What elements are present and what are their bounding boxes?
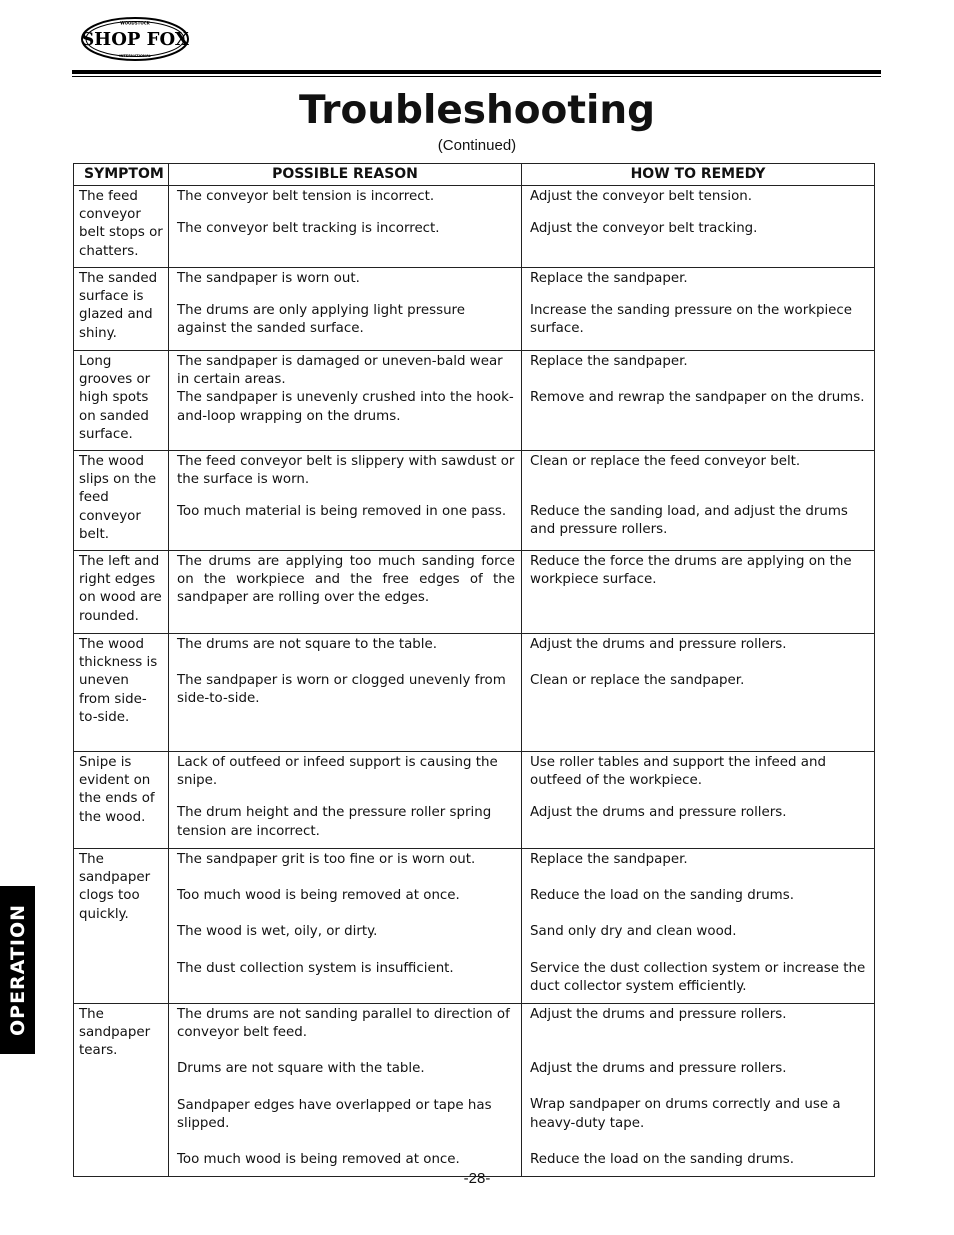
symptom-cell: The sandpaper clogs too quickly.: [74, 849, 169, 1004]
symptom-cell: The sanded surface is glazed and shiny.: [74, 268, 169, 351]
symptom-cell: The wood thickness is uneven from side-to-side.: [74, 634, 169, 752]
remedy-item: Replace the sandpaper.: [530, 271, 688, 286]
remedy-item: Reduce the load on the sanding drums.: [530, 888, 794, 904]
section-tab-label: OPERATION: [7, 904, 29, 1036]
table-row: [74, 186, 875, 268]
header-rule-thick: [72, 70, 881, 74]
remedy-item: Reduce the force the drums are applying on the workpiece surface.: [530, 554, 852, 588]
remedy-item: Service the dust collection system or increase the duct collector system efficiently.: [530, 960, 866, 994]
remedy-item: Remove and rewrap the sandpaper on the drums.: [530, 390, 865, 406]
reason-cell: [169, 351, 522, 451]
reason-item: Sandpaper edges have overlapped or tape has slipped.: [177, 1097, 492, 1131]
remedy-item: Sand only dry and clean wood.: [530, 924, 737, 940]
remedy-item: Adjust the drums and pressure rollers.: [530, 1061, 787, 1077]
reason-cell: [169, 551, 522, 634]
reason-item: Too much wood is being removed at once.: [177, 1152, 460, 1168]
reason-item: The conveyor belt tension is incorrect.: [177, 189, 435, 204]
reason-item: Too much material is being removed in one pass.: [177, 504, 507, 520]
remedy-item: Adjust the conveyor belt tracking.: [530, 221, 758, 237]
remedy-cell: [522, 634, 875, 752]
table-row: [74, 849, 875, 1004]
reason-item: The drums are applying too much sanding force on the workpiece and the free edges of the sandpaper are rolling over the edges.: [177, 554, 515, 606]
remedy-cell: [522, 268, 875, 351]
reason-item: Lack of outfeed or infeed support is causing the snipe.: [177, 755, 498, 789]
reason-cell: [169, 268, 522, 351]
reason-cell: [169, 451, 522, 551]
remedy-item: Reduce the sanding load, and adjust the drums and pressure rollers.: [530, 504, 848, 538]
reason-item: The wood is wet, oily, or dirty.: [177, 924, 378, 940]
reason-cell: [169, 849, 522, 1004]
remedy-item: Replace the sandpaper.: [530, 852, 688, 868]
reason-item: The drums are not sanding parallel to direction of conveyor belt feed.: [177, 1007, 510, 1041]
table-row: [74, 551, 875, 634]
reason-item: The drums are only applying light pressure against the sanded surface.: [177, 303, 466, 337]
reason-item: The sandpaper is worn out.: [177, 271, 360, 286]
table-row: [74, 351, 875, 451]
symptom-cell: The wood slips on the feed conveyor belt.: [74, 451, 169, 551]
reason-item: The feed conveyor belt is slippery with sawdust or the surface is worn.: [177, 454, 515, 488]
header-how-to-remedy: HOW TO REMEDY: [522, 164, 875, 186]
remedy-cell: [522, 186, 875, 268]
page-title: Troubleshooting: [298, 88, 656, 133]
logo-bottom-text: INTERNATIONAL: [119, 54, 151, 58]
reason-item: The sandpaper is unevenly crushed into the hook-and-loop wrapping on the drums.: [177, 390, 514, 424]
reason-item: The drum height and the pressure roller spring tension are incorrect.: [177, 805, 492, 839]
reason-item: The drums are not square to the table.: [177, 637, 438, 653]
remedy-item: Adjust the drums and pressure rollers.: [530, 637, 787, 653]
remedy-cell: [522, 1004, 875, 1177]
remedy-item: Wrap sandpaper on drums correctly and use a heavy-duty tape.: [530, 1097, 841, 1131]
page-subtitle: (Continued): [437, 137, 517, 154]
table-row: [74, 268, 875, 351]
table-row: [74, 752, 875, 849]
reason-cell: [169, 186, 522, 268]
reason-cell: [169, 1004, 522, 1177]
symptom-cell: The sandpaper tears.: [74, 1004, 169, 1177]
header-possible-reason: POSSIBLE REASON: [169, 164, 522, 186]
symptom-cell: The left and right edges on wood are rounded.: [74, 551, 169, 634]
remedy-item: Clean or replace the feed conveyor belt.: [530, 454, 801, 470]
remedy-item: Adjust the drums and pressure rollers.: [530, 805, 787, 821]
logo-text: SHOP FOX: [81, 29, 189, 50]
reason-item: Too much wood is being removed at once.: [177, 888, 460, 904]
remedy-cell: [522, 351, 875, 451]
remedy-item: Adjust the drums and pressure rollers.: [530, 1007, 787, 1023]
table-header-row: [74, 164, 875, 186]
reason-item: The sandpaper grit is too fine or is worn out.: [177, 852, 476, 868]
remedy-item: Increase the sanding pressure on the workpiece surface.: [530, 303, 853, 337]
symptom-cell: Snipe is evident on the ends of the wood.: [74, 752, 169, 849]
remedy-item: Use roller tables and support the infeed and outfeed of the workpiece.: [530, 755, 826, 789]
remedy-item: Replace the sandpaper.: [530, 354, 688, 369]
reason-item: The dust collection system is insufficient.: [177, 960, 454, 976]
shop-fox-logo: [80, 16, 190, 62]
remedy-item: Clean or replace the sandpaper.: [530, 673, 745, 689]
symptom-cell: Long grooves or high spots on sanded surface.: [74, 351, 169, 451]
reason-item: The conveyor belt tracking is incorrect.: [177, 221, 440, 237]
symptom-cell: The feed conveyor belt stops or chatters.: [74, 186, 169, 268]
header-rule-thin: [72, 76, 881, 77]
reason-item: The sandpaper is damaged or uneven-bald wear in certain areas.: [177, 354, 503, 388]
remedy-item: Adjust the conveyor belt tension.: [530, 189, 753, 204]
reason-cell: [169, 634, 522, 752]
troubleshooting-table: [73, 163, 875, 1177]
remedy-cell: [522, 551, 875, 634]
reason-item: Drums are not square with the table.: [177, 1061, 425, 1077]
table-row: [74, 634, 875, 752]
page-number: -28-: [463, 1170, 491, 1187]
header-symptom: SYMPTOM: [74, 164, 169, 186]
table-row: [74, 451, 875, 551]
table-row: [74, 1004, 875, 1177]
remedy-cell: [522, 752, 875, 849]
reason-cell: [169, 752, 522, 849]
reason-item: The sandpaper is worn or clogged unevenly from side-to-side.: [177, 673, 506, 707]
logo-top-text: WOODSTOCK: [120, 20, 150, 26]
remedy-cell: [522, 451, 875, 551]
remedy-cell: [522, 849, 875, 1004]
remedy-item: Reduce the load on the sanding drums.: [530, 1151, 794, 1167]
